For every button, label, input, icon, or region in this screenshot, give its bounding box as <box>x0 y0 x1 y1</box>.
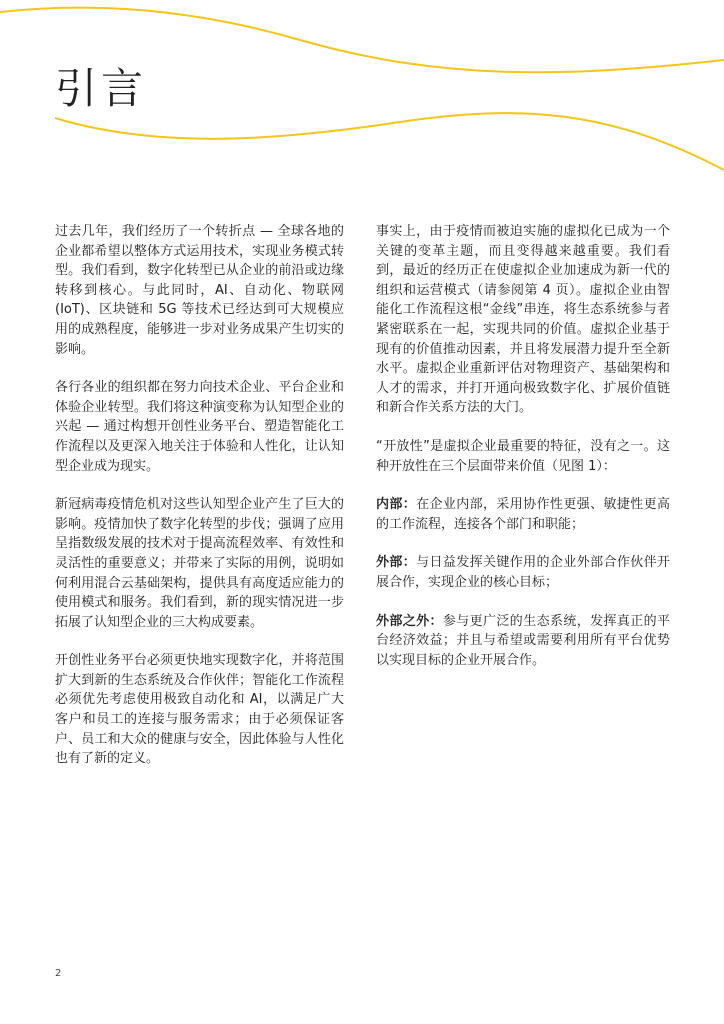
point-internal <box>376 495 670 534</box>
point-lead: 外部之外： <box>376 613 443 629</box>
bottom-curve <box>55 113 724 170</box>
point-lead: 内部： <box>376 497 417 513</box>
paragraph: “开放性”是虚拟企业最重要的特征，没有之一。这种开放性在三个层面带来价值（见图 1）： <box>376 438 670 474</box>
point-external <box>376 553 670 592</box>
paragraph: 事实上，由于疫情而被迫实施的虚拟化已成为一个关键的变革主题，而且变得越来越重要。我们看到，最近的经历正在使虚拟企业加速成为新一代的组织和运营模式（请参阅第 4 页）。虚拟企业由智能化工作流程这根“金线”串连，将生态系统参与者紧密联系在一起，实现共同的价值。虚拟企业基于现有的价值推动因素，并且将发展潜力提升至全新水平。虚拟企业重新评估对物理资产、基础架构和人才的需求，并打开通向极致数字化、扩展价值链和新合作关系方法的大门。 <box>376 224 670 416</box>
paragraph: 各行各业的组织都在努力向技术企业、平台企业和体验企业转型。我们将这种演变称为认知型企业的兴起 — 通过构想开创性业务平台、塑造智能化工作流程以及更深入地关注于体验和人性化，让认知型企业成为现实。 <box>55 380 344 474</box>
left-column <box>55 222 344 788</box>
paragraph: 新冠病毒疫情危机对这些认知型企业产生了巨大的影响。疫情加快了数字化转型的步伐；强调了应用呈指数级发展的技术对于提高流程效率、有效性和灵活性的重要意义；并带来了实际的用例，说明如何利用混合云基础架构，提供具有高度适应能力的使用模式和服务。我们看到，新的现实情况进一步拓展了认知型企业的三大构成要素。 <box>55 497 344 630</box>
point-text: 参与更广泛的生态系统，发挥真正的平台经济效益；并且与希望或需要利用所有平台优势以实现目标的企业开展合作。 <box>376 613 670 668</box>
point-text: 与日益发挥关键作用的企业外部合作伙伴开展合作，实现企业的核心目标； <box>376 555 670 590</box>
paragraph: 过去几年，我们经历了一个转折点 — 全球各地的企业都希望以整体方式运用技术，实现业务模式转型。我们看到，数字化转型已从企业的前沿或边缘转移到核心。与此同时，AI、自动化、物联网 (IoT)、区块链和 5G 等技术已经达到可大规模应用的成熟程度，能够进一步对业务成果产生切实的影响。 <box>55 224 344 357</box>
page-title: 引言 <box>55 64 148 113</box>
paragraph: 开创性业务平台必须更快地实现数字化，并将范围扩大到新的生态系统及合作伙伴；智能化工作流程必须优先考虑使用极致自动化和 AI，以满足广大客户和员工的连接与服务需求；由于必须保证客户、员工和大众的健康与安全，因此体验与人性化也有了新的定义。 <box>55 653 344 767</box>
point-lead: 外部： <box>376 555 417 571</box>
top-curve <box>0 8 724 73</box>
point-beyond-external <box>376 612 670 671</box>
point-text: 在企业内部，采用协作性更强、敏捷性更高的工作流程，连接各个部门和职能； <box>376 497 670 532</box>
right-column <box>376 222 670 689</box>
page-number: 2 <box>55 968 62 979</box>
